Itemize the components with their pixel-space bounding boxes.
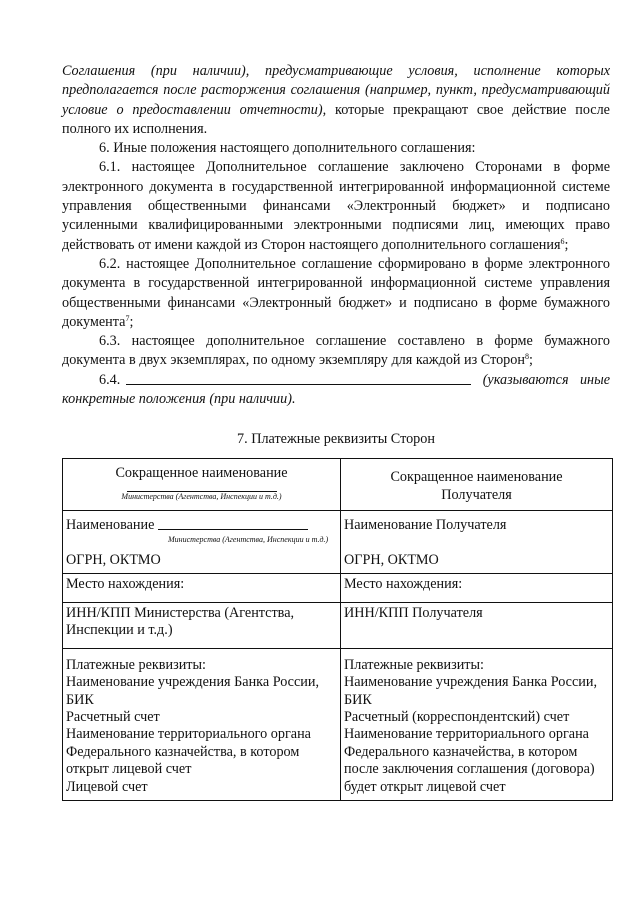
section6-title: 6. Иные положения настоящего дополнительного соглашения: — [99, 140, 476, 157]
clause-6-3: 6.3. настоящее дополнительное соглашение составлено в форме бумажного документа в двух экземплярах, по одному экземпляру для каждой из Сторон$^8$; — [62, 333, 610, 369]
table-row — [63, 511, 613, 574]
clause-6-4: 6.4. (указываются иные конкретные положения (при наличии). — [62, 371, 610, 408]
name-left-blank-field[interactable] — [158, 517, 308, 530]
name-right-cell: Наименование Получателя ОГРН, ОКТМО — [341, 511, 613, 574]
location-left-cell: Место нахождения: — [63, 573, 341, 602]
inn-left-cell: ИНН/КПП Министерства (Агентства, Инспекции и т.д.) — [63, 602, 341, 648]
inn-right-cell: ИНН/КПП Получателя — [341, 602, 613, 648]
footnote-ref-6[interactable]: 6 — [560, 236, 565, 246]
clause-6-4-hint: (указываются иные конкретные положения (при наличии). — [62, 371, 610, 408]
footnote-ref-7[interactable]: 7 — [125, 313, 130, 323]
clause-6-4-blank-field[interactable] — [126, 371, 471, 385]
clause-6-2: 6.2. настоящее Дополнительное соглашение сформировано в форме электронного документа в государственной интегрированной информационной системе управления общественными финансами «Электронный бюджет» и подписано в форме бумажного документа$^7$; — [62, 255, 610, 330]
document-page — [62, 62, 610, 801]
payment-details-table — [62, 458, 613, 801]
footnote-ref-8[interactable]: 8 — [524, 352, 529, 362]
payment-right-cell: Платежные реквизиты: Наименование учреждения Банка России, БИК Расчетный (корреспондентский) счет Наименование территориального органа Федерального казначейства, в котором после заключения соглашения (договора) будет открыт лицевой счет — [341, 648, 613, 800]
name-left-cell: Наименование Министерства (Агентства, Инспекции и т.д.) ОГРН, ОКТМО — [63, 511, 341, 574]
intro-paragraph — [62, 62, 610, 139]
table-row — [63, 573, 613, 602]
table-row — [63, 602, 613, 648]
clause-6-1: 6.1. настоящее Дополнительное соглашение заключено Сторонами в форме электронного документа в государственной интегрированной информационной системе управления общественными финансами «Электронный бюджет» и подписано усиленными квалифицированными электронными подписями лиц, имеющих право действовать от имени каждой из Сторон настоящего дополнительного соглашения$^6$; — [62, 159, 610, 253]
table-row — [63, 459, 613, 511]
intro-italic-text: Соглашения (при наличии), предусматривающие условия, исполнение которых предполагается после расторжения соглашения (например, пункт, предусматривающий условие о предоставлении отчетности), — [62, 63, 610, 118]
table-row — [63, 648, 613, 800]
section7-title: 7. Платежные реквизиты Сторон — [237, 431, 435, 448]
location-right-cell: Место нахождения: — [341, 573, 613, 602]
intro-tail-text: которые прекращают свое действие после полного их исполнения. — [62, 101, 610, 137]
payment-left-cell: Платежные реквизиты: Наименование учреждения Банка России, БИК Расчетный счет Наименование территориального органа Федерального казначейства, в котором открыт лицевой счет Лицевой счет — [63, 648, 341, 800]
header-right-cell: Сокращенное наименование Получателя — [341, 459, 613, 511]
header-left-cell: Сокращенное наименование Министерства (Агентства, Инспекции и т.д.) — [63, 459, 341, 511]
